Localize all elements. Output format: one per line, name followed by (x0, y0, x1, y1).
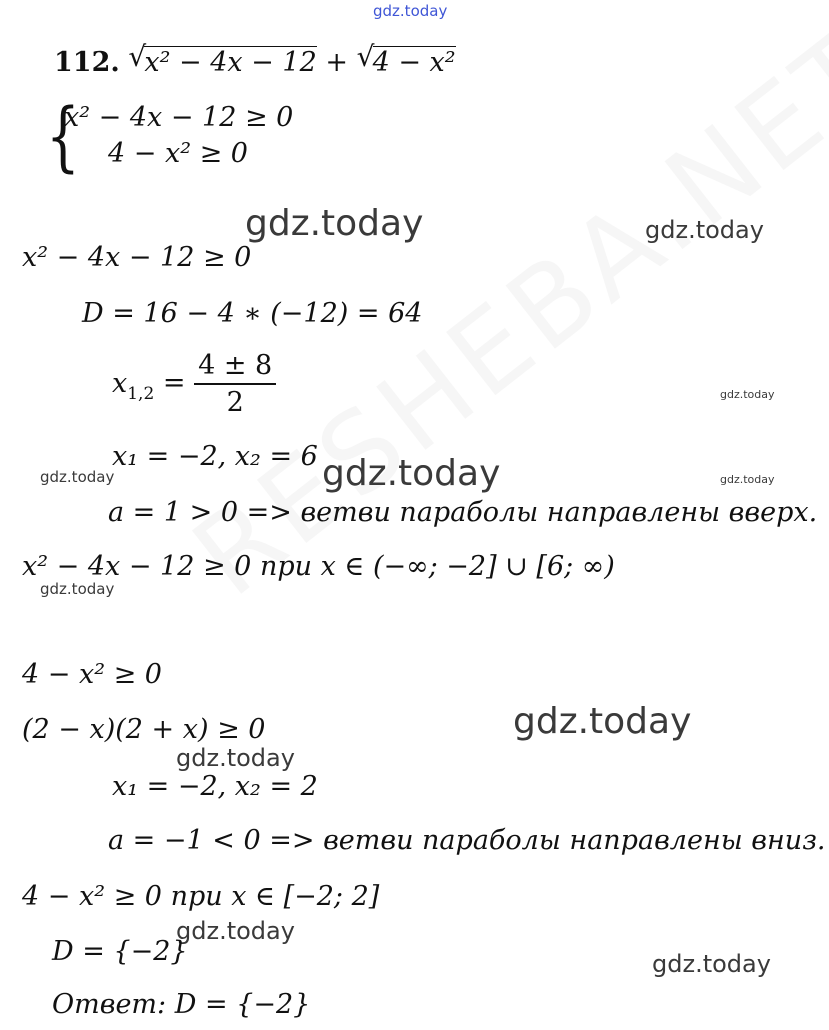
part2-branches: a = −1 < 0 => ветви параболы направлены вниз. (108, 825, 826, 856)
sqrt-left (128, 46, 316, 76)
problem-number: 112. (54, 47, 120, 78)
roots-fraction (194, 352, 276, 416)
part1-inequality: x² − 4x − 12 ≥ 0 (22, 242, 252, 273)
fraction-denominator: 2 (226, 387, 244, 418)
system-line-1: x² − 4x − 12 ≥ 0 (64, 102, 294, 133)
watermark: gdz.today (40, 580, 115, 598)
roots-lhs: $x_{1,2}$ (112, 367, 155, 404)
watermark: gdz.today (176, 744, 295, 772)
watermark: gdz.today (652, 950, 771, 978)
problem-header (54, 46, 456, 76)
domain: D = {−2} (52, 936, 188, 967)
part2-roots: x₁ = −2, x₂ = 2 (112, 771, 318, 802)
answer: Ответ: D = {−2} (52, 989, 311, 1020)
watermark: gdz.today (720, 388, 775, 401)
part2-factored: (2 − x)(2 + x) ≥ 0 (22, 714, 266, 745)
part1-solution: x² − 4x − 12 ≥ 0 при x ∈ (−∞; −2] ∪ [6; ∞) (22, 551, 615, 582)
watermark: gdz.today (645, 216, 764, 244)
watermark: gdz.today (322, 453, 501, 494)
watermark: gdz.today (40, 468, 115, 486)
radicand-left: x² − 4x − 12 (144, 47, 317, 78)
watermark-top: gdz.today (373, 2, 448, 20)
watermark: gdz.today (245, 203, 424, 244)
part1-roots: x₁ = −2, x₂ = 6 (112, 441, 318, 472)
watermark: gdz.today (513, 701, 692, 742)
part2-solution: 4 − x² ≥ 0 при x ∈ [−2; 2] (22, 881, 380, 912)
plus-sign: + (325, 47, 357, 78)
part2-inequality: 4 − x² ≥ 0 (22, 659, 162, 690)
system-brace: { (46, 91, 80, 180)
part1-branches: a = 1 > 0 => ветви параболы направлены вверх. (108, 497, 818, 528)
part1-roots-formula: $x_{1,2}$ = $\frac{4 \pm 8}{2}$ (112, 352, 276, 416)
fraction-numerator: 4 ± 8 (194, 352, 276, 385)
watermark: gdz.today (176, 917, 295, 945)
radicand-right: 4 − x² (372, 47, 456, 78)
sqrt-right (357, 46, 456, 76)
part1-discriminant: D = 16 − 4 ∗ (−12) = 64 (82, 298, 423, 329)
watermark: gdz.today (720, 473, 775, 486)
system-line-2: 4 − x² ≥ 0 (108, 138, 248, 169)
